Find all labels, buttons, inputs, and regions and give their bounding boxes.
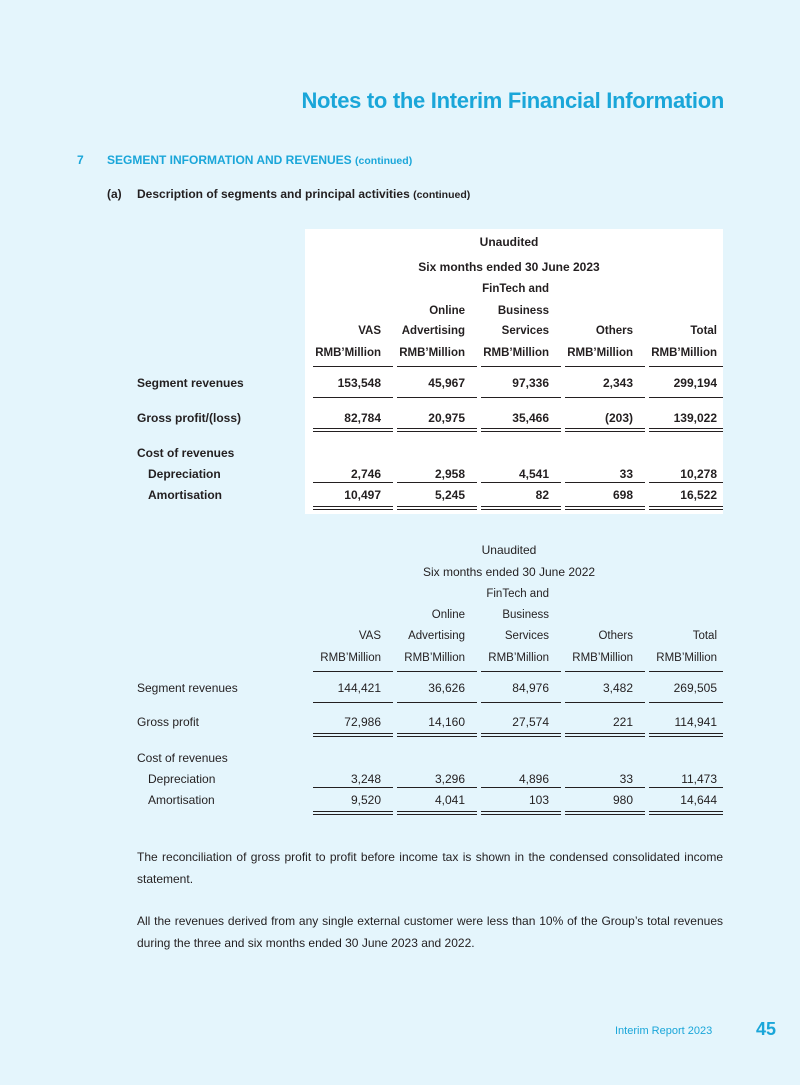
cell-value: 33	[619, 467, 633, 481]
column-header: Services	[501, 325, 549, 337]
column-header: Business	[497, 305, 549, 317]
unit-header: RMB’Million	[656, 652, 717, 664]
subsection-heading	[107, 187, 470, 201]
footer-report-name: Interim Report 2023	[615, 1025, 713, 1037]
column-header: FinTech and	[486, 588, 549, 600]
table-row	[137, 750, 723, 766]
cell-value: 2,343	[602, 376, 633, 390]
column-header: VAS	[358, 630, 381, 642]
column-header: Total	[690, 325, 717, 337]
cell-value: 14,644	[680, 793, 717, 807]
row-label: Depreciation	[148, 467, 221, 481]
paragraph-reconciliation: The reconciliation of gross profit to profit before income tax is shown in the condensed consolidated income statement.	[137, 850, 723, 886]
cell-value: 269,505	[673, 681, 717, 695]
cell-value: 5,245	[434, 488, 465, 502]
unit-header: RMB’Million	[315, 347, 381, 359]
table-row	[137, 445, 723, 461]
cell-value: (203)	[604, 411, 633, 425]
unit-header: RMB’Million	[488, 652, 549, 664]
column-header: Services	[504, 630, 549, 642]
cell-value: 33	[619, 772, 633, 786]
cell-value: 153,548	[337, 376, 381, 390]
section-heading	[77, 153, 412, 167]
column-header: Online	[431, 609, 465, 621]
table-row	[137, 771, 723, 787]
cell-value: 698	[612, 488, 633, 502]
table-caption: Unaudited	[479, 235, 539, 249]
table-row	[137, 680, 723, 696]
cell-value: 4,896	[518, 772, 549, 786]
section-continued: (continued)	[355, 155, 413, 167]
cell-value: 10,278	[680, 467, 717, 481]
column-header: Online	[429, 305, 465, 317]
unit-header: RMB’Million	[483, 347, 549, 359]
column-header: Advertising	[401, 325, 465, 337]
row-label: Cost of revenues	[137, 751, 228, 765]
section-number: 7	[77, 153, 84, 167]
column-header: VAS	[358, 325, 381, 337]
cell-value: 3,248	[350, 772, 381, 786]
row-label: Gross profit/(loss)	[137, 411, 242, 425]
cell-value: 2,746	[350, 467, 381, 481]
table-row	[137, 792, 723, 808]
cell-value: 82,784	[344, 411, 381, 425]
table-row	[137, 375, 723, 391]
row-label: Depreciation	[148, 772, 216, 786]
row-label: Amortisation	[148, 793, 215, 807]
page-number: 45	[756, 1019, 777, 1039]
cell-value: 35,466	[512, 411, 549, 425]
cell-value: 299,194	[673, 376, 717, 390]
cell-value: 45,967	[428, 376, 465, 390]
cell-value: 139,022	[673, 411, 717, 425]
cell-value: 20,975	[428, 411, 465, 425]
table-caption: Unaudited	[481, 543, 537, 557]
subsection-title: Description of segments and principal activities	[137, 187, 410, 201]
column-header: Others	[595, 325, 633, 337]
cell-value: 27,574	[512, 715, 549, 729]
column-header: Total	[692, 630, 717, 642]
cell-value: 103	[528, 793, 549, 807]
unit-header: RMB’Million	[320, 652, 381, 664]
row-label: Cost of revenues	[137, 446, 235, 460]
cell-value: 2,958	[434, 467, 465, 481]
cell-value: 3,482	[602, 681, 633, 695]
cell-value: 221	[612, 715, 633, 729]
row-label: Segment revenues	[137, 376, 244, 390]
table-period: Six months ended 30 June 2023	[418, 260, 600, 274]
section-title: SEGMENT INFORMATION AND REVENUES	[107, 153, 352, 167]
cell-value: 11,473	[681, 772, 717, 786]
cell-value: 82	[535, 488, 549, 502]
table-row	[137, 410, 723, 426]
cell-value: 980	[612, 793, 633, 807]
unit-header: RMB’Million	[399, 347, 465, 359]
paragraph-customers: All the revenues derived from any single external customer were less than 10% of the Group’s total revenues during the three and six months ended 30 June 2023 and 2022.	[137, 914, 723, 950]
column-header: Others	[598, 630, 633, 642]
cell-value: 4,041	[434, 793, 465, 807]
cell-value: 144,421	[337, 681, 381, 695]
cell-value: 14,160	[428, 715, 465, 729]
unit-header: RMB’Million	[404, 652, 465, 664]
subsection-continued: (continued)	[413, 189, 471, 201]
cell-value: 9,520	[350, 793, 381, 807]
row-label: Segment revenues	[137, 681, 238, 695]
table-row	[137, 466, 723, 482]
row-label: Amortisation	[148, 488, 223, 502]
table-row	[137, 487, 723, 503]
cell-value: 10,497	[344, 488, 381, 502]
cell-value: 16,522	[680, 488, 717, 502]
cell-value: 72,986	[344, 715, 381, 729]
cell-value: 4,541	[518, 467, 549, 481]
table-row	[137, 714, 723, 730]
cell-value: 84,976	[512, 681, 549, 695]
row-label: Gross profit	[137, 715, 200, 729]
cell-value: 97,336	[512, 376, 549, 390]
cell-value: 114,941	[674, 715, 717, 729]
unit-header: RMB’Million	[651, 347, 717, 359]
table-period: Six months ended 30 June 2022	[422, 565, 596, 579]
subsection-label: (a)	[107, 187, 122, 201]
unit-header: RMB’Million	[572, 652, 633, 664]
unit-header: RMB’Million	[567, 347, 633, 359]
column-header: FinTech and	[482, 283, 549, 295]
column-header: Business	[502, 609, 549, 621]
column-header: Advertising	[408, 630, 465, 642]
page-title: Notes to the Interim Financial Information	[301, 88, 724, 113]
cell-value: 36,626	[428, 681, 465, 695]
cell-value: 3,296	[434, 772, 465, 786]
